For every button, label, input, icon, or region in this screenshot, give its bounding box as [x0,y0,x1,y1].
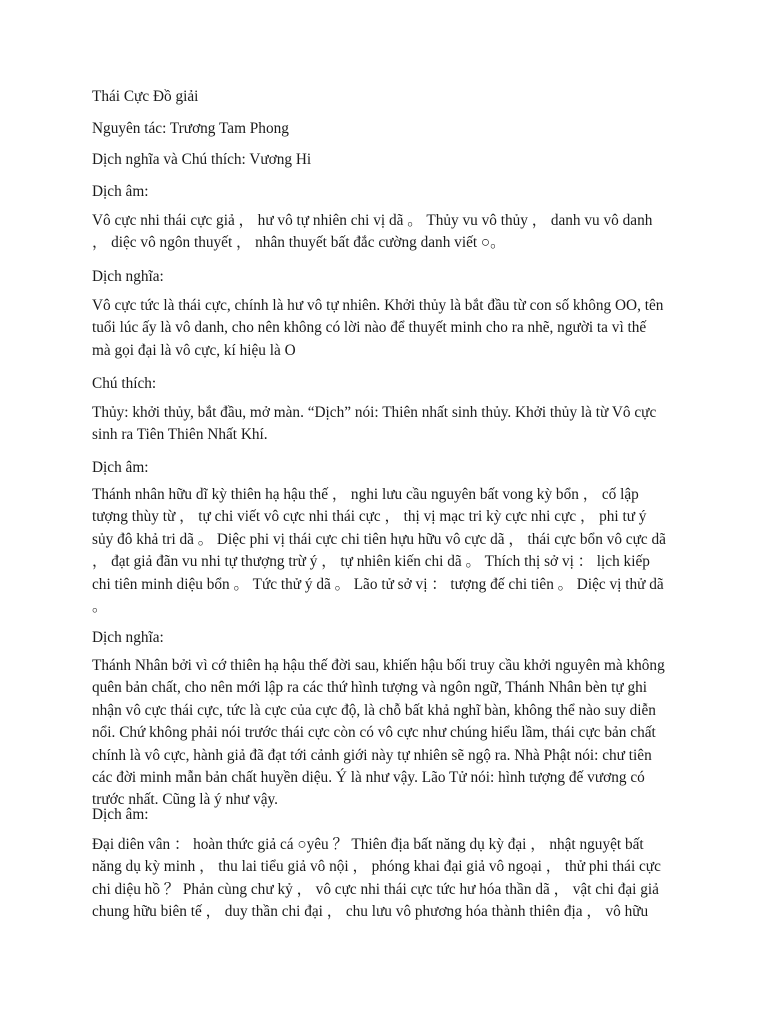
author-line: Nguyên tác: Trương Tam Phong [92,120,289,137]
paragraph-line: ， đạt giả đãn vu nhi tự thượng trừ ý ， tự nhiên kiến chi dã 。 Thích thị sở vị ： lịch kiếp [92,553,650,571]
paragraph-line: chung hữu biên tế ， duy thần chi đại ， chu lưu vô phương hóa thành thiên địa ， vô hữu [92,903,649,921]
paragraph-line: sinh ra Tiên Thiên Nhất Khí. [92,426,268,444]
section-paragraph [92,210,652,255]
paragraph-line: nổi. Chứ không phải nói trước thái cực còn có vô cực như chúng hiểu lầm, thái cực bản chất [92,724,656,742]
paragraph-line: quên bản chất, cho nên mới lập ra các thứ hình tượng và ngôn ngữ, Thánh Nhân bèn tự ghi [92,679,647,697]
paragraph-line: các đời minh mẫn bản chất huyền diệu. Ý là như vậy. Lão Tử nói: hình tượng đế vương có [92,769,645,787]
paragraph-line: ， diệc vô ngôn thuyết ， nhân thuyết bất đắc cường danh viết ○。 [92,234,506,252]
paragraph-line: Đại diên vân ： hoàn thức giả cá ○yêu ？ Thiên địa bất năng dụ kỳ đại ， nhật nguyệt bất [92,836,644,853]
section-paragraph [92,402,656,447]
section-heading: Chú thích: [92,375,157,392]
section-heading: Dịch nghĩa: [92,268,164,285]
paragraph-line: nhận vô cực thái cực, tức là cực của cực độ, là chỗ bất khả nghĩ bàn, không thể nào suy diễn [92,701,656,719]
paragraph-line: Thánh nhân hữu dĩ kỳ thiên hạ hậu thế ， nghi lưu cầu nguyên bất vong kỳ bổn ， cố lập [92,486,639,503]
paragraph-line: Vô cực nhi thái cực giả ， hư vô tự nhiên chi vị dã 。 Thủy vu vô thủy ， danh vu vô danh [92,212,653,229]
section-paragraph [92,484,666,618]
translator-line: Dịch nghĩa và Chú thích: Vương Hi [92,151,312,168]
paragraph-line: mà gọi đại là vô cực, kí hiệu là O [92,341,296,359]
section-heading: Dịch âm: [92,459,149,476]
section-paragraph [92,655,665,812]
paragraph-line: tượng thùy từ ， tự chi viết vô cực nhi thái cực ， thị vị mạc tri kỳ cực nhi cực ， phi tư ý [92,508,647,526]
document-title: Thái Cực Đồ giải [92,88,199,105]
paragraph-line: Vô cực tức là thái cực, chính là hư vô tự nhiên. Khởi thủy là bắt đầu từ con số không OO, tên [92,297,664,314]
paragraph-line: Thánh Nhân bởi vì cớ thiên hạ hậu thế đời sau, khiến hậu bối truy cầu khởi nguyên mà không [92,657,665,674]
paragraph-line: sủy đô khả tri dã 。 Diệc phi vị thái cực chi tiên hựu hữu vô cực dã ， thái cực bổn vô cực dã [92,530,666,548]
paragraph-line: chi tiên minh diệu bổn 。 Tức thử ý dã 。 Lão tử sở vị ： tượng đế chi tiên 。 Diệc vị thử dã [92,575,664,593]
paragraph-line: chi diệu hồ ？ Phản cùng chư kỷ ， vô cực nhi thái cực tức hư hóa thần dã ， vật chi đại giả [92,880,659,898]
section-paragraph [92,834,661,924]
paragraph-line: 。 [92,598,108,616]
section-paragraph [92,295,663,362]
paragraph-line: năng dụ kỳ minh ， thu lai tiểu giả vô nội ， phóng khai đại giả vô ngoại ， thử phi thái cực [92,858,661,876]
section-heading: Dịch âm: [92,806,149,823]
paragraph-line: trước nhất. Cũng là ý như vậy. [92,791,278,809]
section-heading: Dịch nghĩa: [92,629,164,646]
section-heading: Dịch âm: [92,183,149,200]
paragraph-line: chính là vô cực, hành giả đã đạt tới cảnh giới này tự nhiên sẽ ngộ ra. Nhà Phật nói: chư tiên [92,746,652,764]
paragraph-line: Thủy: khởi thủy, bắt đầu, mở màn. “Dịch” nói: Thiên nhất sinh thủy. Khởi thủy là từ Vô cực [92,404,657,421]
paragraph-line: tuổi lúc ấy là vô danh, cho nên không có lời nào để thuyết minh cho ra nhẽ, người ta vì thế [92,319,647,337]
